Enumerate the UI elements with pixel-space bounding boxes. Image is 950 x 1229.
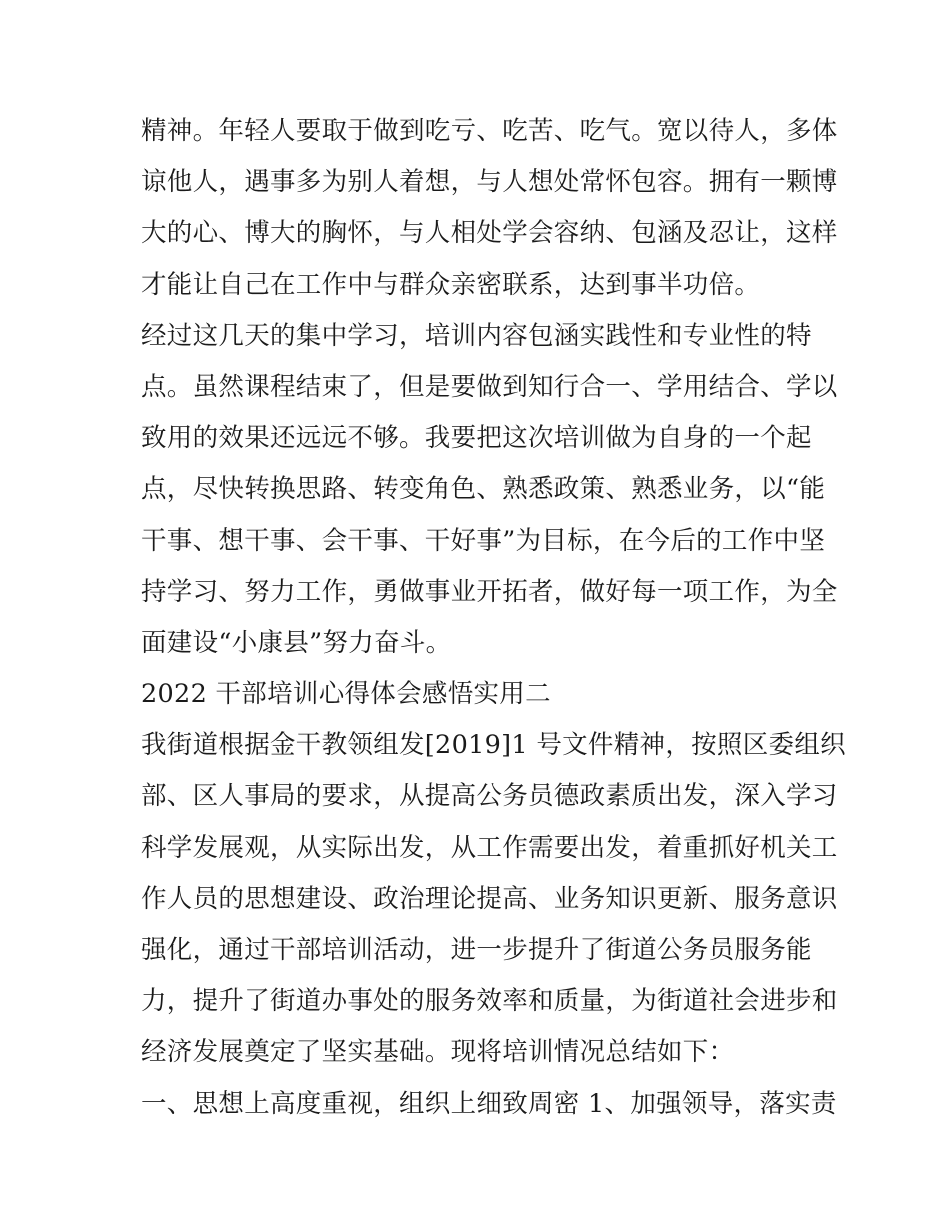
text-line: 经过这几天的集中学习，培训内容包涵实践性和专业性的特 bbox=[141, 320, 812, 351]
text-line: 经济发展奠定了坚实基础。现将培训情况总结如下： bbox=[141, 1037, 735, 1068]
text-line: 才能让自己在工作中与群众亲密联系，达到事半功倍。 bbox=[141, 269, 761, 300]
text-line: 作人员的思想建设、政治理论提高、业务知识更新、服务意识 bbox=[141, 883, 838, 914]
text-line: 部、区人事局的要求，从提高公务员德政素质出发，深入学习 bbox=[141, 781, 838, 812]
text-line: 点，尽快转换思路、转变角色、熟悉政策、熟悉业务，以“能 bbox=[141, 474, 826, 505]
text-line: 干事、想干事、会干事、干好事”为目标，在今后的工作中坚 bbox=[141, 525, 826, 556]
text-line: 精神。年轻人要取于做到吃亏、吃苦、吃气。宽以待人，多体 bbox=[141, 116, 838, 146]
document-body bbox=[141, 106, 846, 1130]
text-line: 一、思想上高度重视，组织上细致周密 1、加强领导，落实责 bbox=[141, 1088, 837, 1119]
section-heading: 2022 干部培训心得体会感悟实用二 bbox=[141, 679, 551, 710]
text-line: 强化，通过干部培训活动，进一步提升了街道公务员服务能 bbox=[141, 935, 812, 965]
text-line: 面建设“小康县”努力奋斗。 bbox=[141, 627, 452, 658]
text-line: 科学发展观，从实际出发，从工作需要出发，着重抓好机关工 bbox=[141, 832, 838, 863]
text-line: 大的心、博大的胸怀，与人相处学会容纳、包涵及忍让，这样 bbox=[141, 218, 838, 249]
text-line: 力，提升了街道办事处的服务效率和质量，为街道社会进步和 bbox=[141, 986, 838, 1017]
text-line: 点。虽然课程结束了，但是要做到知行合一、学用结合、学以 bbox=[141, 371, 838, 402]
text-line: 致用的效果还远远不够。我要把这次培训做为自身的一个起 bbox=[141, 423, 812, 454]
text-line: 持学习、努力工作，勇做事业开拓者，做好每一项工作，为全 bbox=[141, 576, 838, 607]
text-line: 我街道根据金干教领组发[2019]1 号文件精神，按照区委组织 bbox=[141, 730, 846, 761]
text-line: 谅他人，遇事多为别人着想，与人想处常怀包容。拥有一颗博 bbox=[141, 167, 838, 198]
